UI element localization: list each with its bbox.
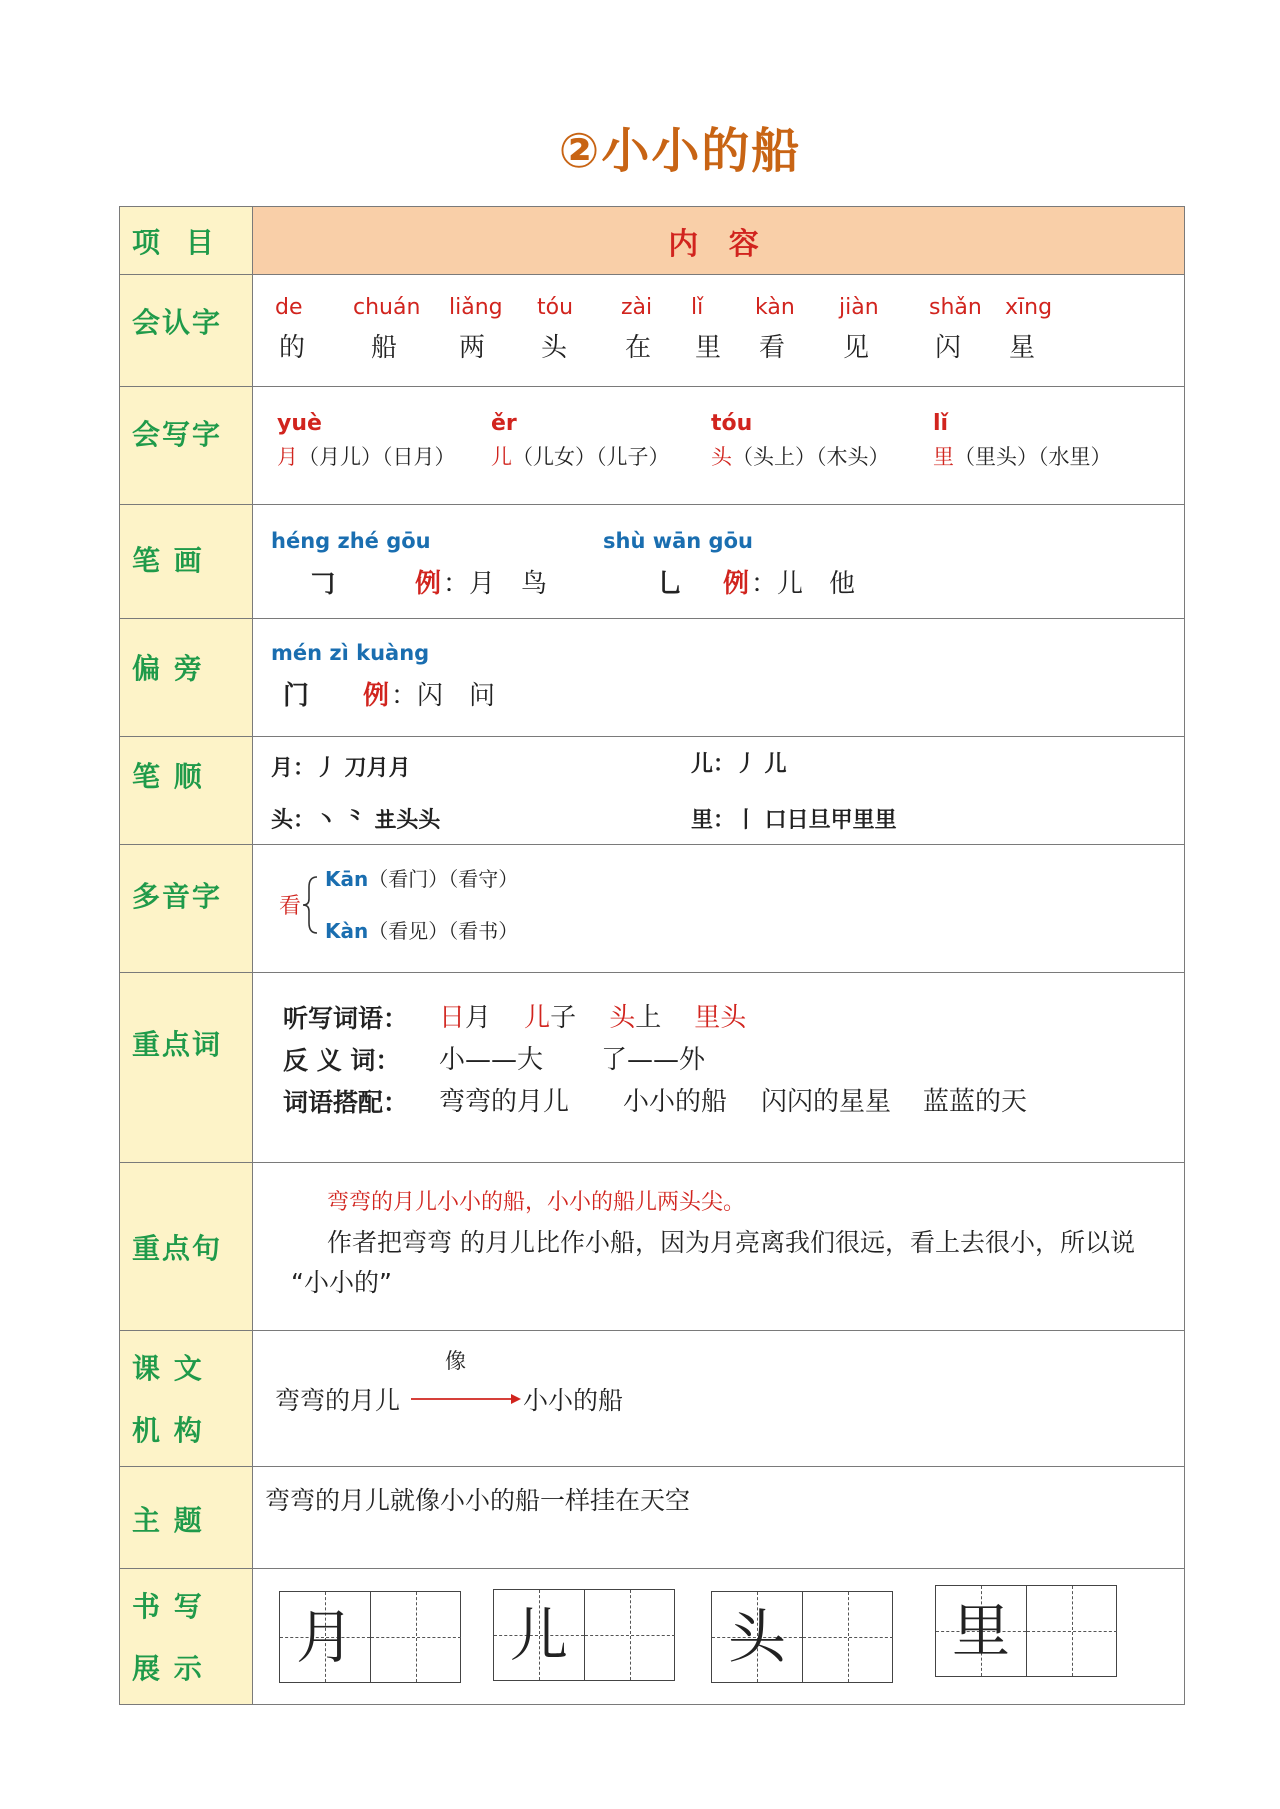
bihua-content	[253, 505, 1185, 619]
label-xiezi: 会写字	[132, 418, 223, 451]
fanyi-2: 了——外	[601, 1045, 706, 1075]
renzi-char: 看	[759, 333, 786, 363]
row-bihua	[120, 505, 1185, 619]
key-sentence: 弯弯的月儿小小的船，小小的船儿两头尖。	[327, 1190, 746, 1215]
zhuti-content	[253, 1467, 1185, 1569]
bihua-ex-2: ：儿 他	[751, 569, 856, 599]
renzi-char: 星	[1009, 333, 1036, 363]
bihua-ex-label-2: 例	[723, 569, 750, 599]
renzi-char: 里	[695, 333, 722, 363]
zhongdianju-content	[253, 1163, 1185, 1331]
xiezi-item: 月（月儿）（日月）	[277, 445, 456, 469]
renzi-pinyin: shǎn	[929, 295, 982, 320]
xiezi-pinyin: tóu	[711, 411, 753, 436]
label-bishun: 笔 顺	[132, 760, 204, 793]
bihua-ex-label-1: 例	[415, 569, 442, 599]
label-duoyin: 多音字	[132, 880, 223, 913]
renzi-content	[253, 275, 1185, 387]
shuxie-content	[253, 1569, 1185, 1705]
arrow-icon	[411, 1391, 521, 1407]
renzi-pinyin: lǐ	[691, 295, 704, 320]
brace-icon	[301, 875, 321, 935]
row-shuxie	[120, 1569, 1185, 1705]
page-title: ②小小的船	[558, 123, 802, 179]
bishun-1: 月：丿 刀月月	[271, 755, 411, 781]
bihua-pinyin-2: shù wān gōu	[603, 529, 753, 553]
row-pianpang	[120, 619, 1185, 737]
jiegou-right: 小小的船	[523, 1386, 624, 1415]
key-explain-1: 作者把弯弯 的月儿比作小船，因为月亮离我们很远，看上去很小，所以说	[327, 1228, 1135, 1257]
tianzige-4	[935, 1585, 1117, 1677]
jiegou-content	[253, 1331, 1185, 1467]
xiezi-content	[253, 387, 1185, 505]
label-jiegou-2: 机 构	[132, 1414, 204, 1447]
tianzige-1	[279, 1591, 461, 1683]
dapei-label: 词语搭配：	[283, 1088, 409, 1117]
duoyin-item-2: Kàn（看见）（看书）	[325, 919, 519, 943]
label-renzi: 会认字	[132, 306, 223, 339]
label-zhongdianci: 重点词	[132, 1028, 223, 1061]
row-zhongdianju	[120, 1163, 1185, 1331]
pianpang-pinyin: mén zì kuàng	[271, 641, 430, 665]
bihua-stroke-1: 𠃌	[309, 569, 336, 599]
renzi-pinyin: liǎng	[449, 295, 503, 320]
xiezi-item: 儿（儿女）（儿子）	[491, 445, 670, 469]
dapei-2: 小小的船	[623, 1087, 728, 1117]
label-zhuti: 主 题	[132, 1504, 204, 1537]
label-zhongdianju: 重点句	[132, 1232, 223, 1265]
bishun-2: 儿：丿 儿	[691, 751, 787, 777]
pianpang-radical: 门	[283, 681, 310, 711]
bihua-ex-1: ：月 鸟	[443, 569, 548, 599]
duoyin-content	[253, 845, 1185, 973]
pianpang-content	[253, 619, 1185, 737]
bihua-pinyin-1: héng zhé gōu	[271, 529, 431, 553]
fanyi-1: 小——大	[439, 1045, 544, 1075]
renzi-pinyin: jiàn	[839, 295, 879, 320]
xiezi-pinyin: yuè	[277, 411, 322, 436]
renzi-char: 头	[541, 333, 568, 363]
bishun-3: 头：丶 ⺀ 𠀎头头	[271, 807, 441, 833]
dapei-3: 闪闪的星星	[761, 1087, 892, 1117]
label-pianpang: 偏 旁	[132, 652, 204, 685]
row-xiezi	[120, 387, 1185, 505]
xiezi-pinyin: lǐ	[933, 411, 949, 436]
header-row	[120, 207, 1185, 275]
bishun-4: 里：丨 口日旦甲里里	[691, 807, 897, 833]
label-shuxie-1: 书 写	[132, 1590, 204, 1623]
header-item: 项 目	[120, 207, 253, 275]
renzi-char: 船	[371, 333, 398, 363]
renzi-pinyin: xīng	[1005, 295, 1053, 320]
bihua-stroke-2: 乚	[657, 569, 684, 599]
xiezi-pinyin: ěr	[491, 411, 517, 436]
renzi-char: 闪	[935, 333, 962, 363]
grid-char-2: 儿	[509, 1601, 568, 1669]
row-renzi	[120, 275, 1185, 387]
tingxie-words: 日月 儿子 头上 里头	[439, 1003, 747, 1033]
renzi-pinyin: tóu	[537, 295, 574, 320]
key-explain-2: “小小的”	[291, 1268, 392, 1297]
lesson-table	[119, 206, 1185, 1705]
tianzige-3	[711, 1591, 893, 1683]
renzi-pinyin: chuán	[353, 295, 421, 320]
row-zhongdianci	[120, 973, 1185, 1163]
label-bihua: 笔 画	[132, 544, 204, 577]
grid-char-3: 头	[727, 1603, 786, 1671]
zhuti-text: 弯弯的月儿就像小小的船一样挂在天空	[265, 1486, 691, 1515]
grid-char-1: 月	[295, 1603, 354, 1671]
header-content: 内 容	[253, 207, 1185, 275]
tingxie-label: 听写词语：	[283, 1004, 409, 1033]
renzi-char: 两	[459, 333, 486, 363]
row-bishun	[120, 737, 1185, 845]
dapei-4: 蓝蓝的天	[923, 1087, 1028, 1117]
grid-char-4: 里	[951, 1597, 1010, 1665]
renzi-pinyin: de	[275, 295, 303, 320]
dapei-1: 弯弯的月儿	[439, 1087, 570, 1117]
jiegou-arrow-label: 像	[445, 1349, 466, 1373]
duoyin-char: 看	[279, 894, 302, 919]
renzi-char: 在	[625, 333, 652, 363]
bishun-content	[253, 737, 1185, 845]
renzi-pinyin: zài	[621, 295, 653, 320]
renzi-char: 的	[279, 333, 306, 363]
renzi-pinyin: kàn	[755, 295, 795, 320]
zhongdianci-content	[253, 973, 1185, 1163]
fanyi-label: 反 义 词：	[283, 1046, 401, 1075]
renzi-char: 见	[843, 333, 870, 363]
label-jiegou-1: 课 文	[132, 1352, 204, 1385]
jiegou-left: 弯弯的月儿	[275, 1386, 401, 1415]
row-jiegou	[120, 1331, 1185, 1467]
row-zhuti	[120, 1467, 1185, 1569]
xiezi-item: 里（里头）（水里）	[933, 445, 1112, 469]
pianpang-ex-label: 例	[363, 681, 390, 711]
xiezi-item: 头（头上）（木头）	[711, 445, 890, 469]
tianzige-2	[493, 1589, 675, 1681]
label-shuxie-2: 展 示	[132, 1652, 204, 1685]
row-duoyin	[120, 845, 1185, 973]
pianpang-ex: ：闪 问	[391, 681, 496, 711]
duoyin-item-1: Kān（看门）（看守）	[325, 867, 519, 891]
